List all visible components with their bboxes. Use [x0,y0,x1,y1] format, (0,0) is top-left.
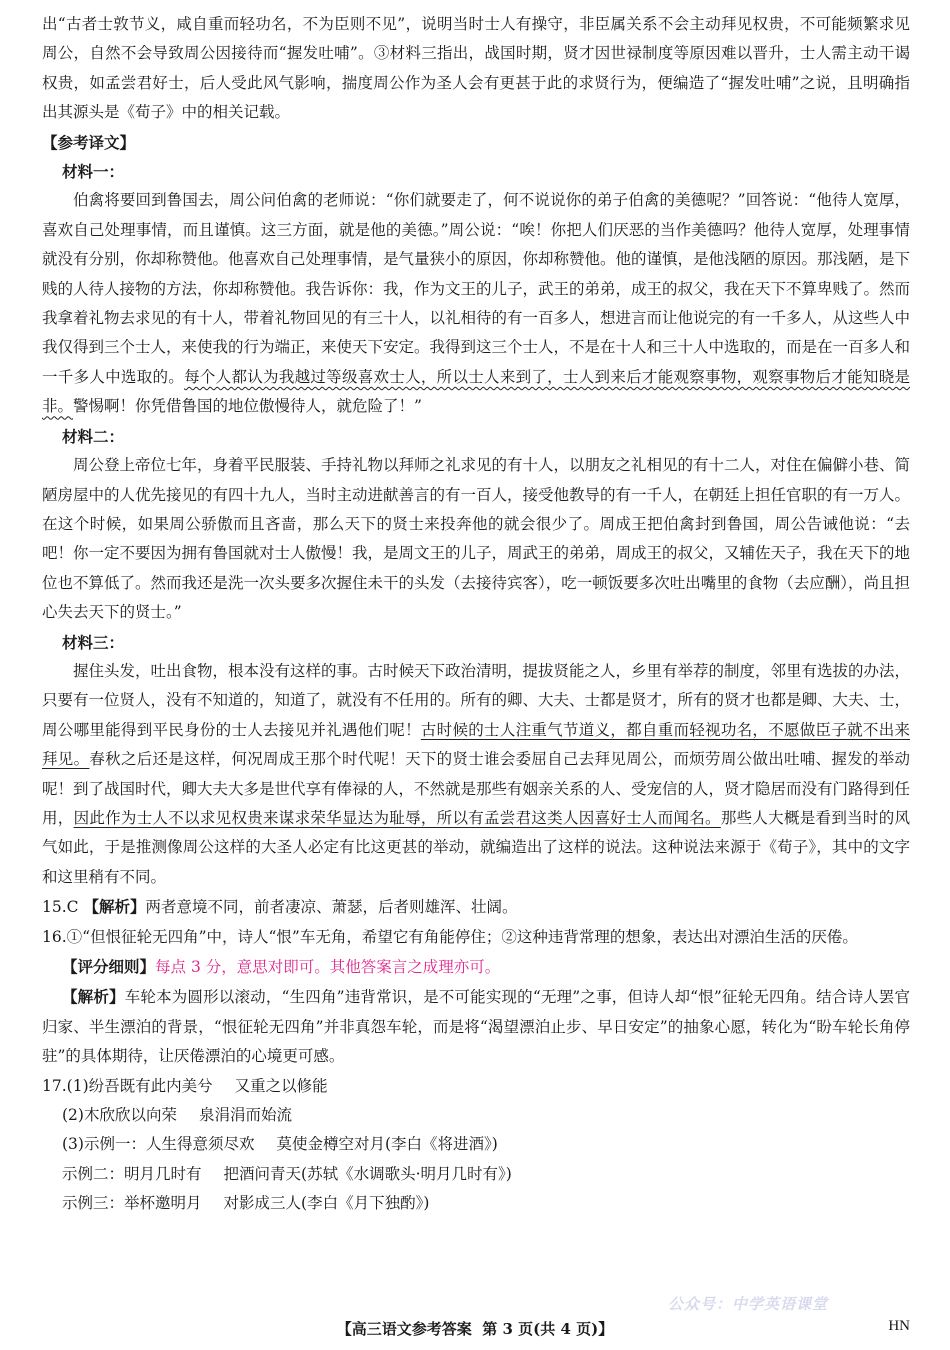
q17-line-5 [42,1189,910,1218]
material3-underline-a: 古时候的士人注重气节道义，都自重而轻视功名，不愿做臣子就不出来拜见。 [42,720,910,769]
q17-number: 17. [42,1076,67,1095]
q15-number: 15.C [42,898,79,917]
material1-heading: 材料一： [62,162,125,182]
q17-l5a: 示例三：举杯邀明月 [62,1194,202,1213]
material1-underlined: 每个人都认为我越过等级喜欢士人，所以士人来到了，士人到来后才能观察事物，观察事物后才能知晓是非。 [42,367,910,416]
material3-text-a: 握住头发，吐出食物，根本没有这样的事。古时候天下政治清明，提拔贤能之人，乡里有举荐的制度，邻里有选拔的办法，只要有一位贤人，没有不知道的，知道了，就没有不任用的。所有的卿、大夫、士都是贤才，所有的贤才也都是卿、大夫、士，周公哪里能得到平民身份的士人去接见并礼遇他们呢！ [42,661,911,739]
q17-l1a: (1)纷吾既有此内美兮 [66,1076,213,1095]
material3-underline-b: 因此作为士人不以求见权贵来谋求荣华显达为耻辱，所以有孟尝君这类人因喜好士人而闻名。 [73,808,721,827]
q17-line-1 [42,1072,910,1101]
q17-l3a: (3)示例一：人生得意须尽欢 [62,1135,255,1154]
watermark: 公众号：中学英语课堂 [668,1295,829,1313]
q17-line-3 [42,1130,910,1159]
q16-grading-tag: 【评分细则】 [62,957,156,976]
q17-l2b: 泉涓涓而始流 [198,1106,292,1125]
q15-text: 两者意境不同，前者凄凉、萧瑟，后者则雄浑、壮阔。 [145,898,518,917]
q16-number: 16. [42,927,67,946]
q16-answer: ①“但恨征轮无四角”中，诗人“恨”车无角，希望它有角能停住；②这种违背常理的想象，表达出对漂泊生活的厌倦。 [66,927,858,946]
footer-code: HN [888,1318,910,1334]
material3-text-c: 那些人大概是看到当时的风气如此，于是推测像周公这样的大圣人必定有比这更甚的举动，就编造出了这样的说法。这种说法来源于《荀子》，其中的文字和这里稍有不同。 [42,808,910,886]
q17-l3b: 莫使金樽空对月(李白《将进酒》) [276,1135,498,1154]
footer-title: 【高三语文参考答案 [336,1320,472,1338]
q17-line-4 [42,1160,910,1189]
q17-l4b: 把酒问青天(苏轼《水调歌头·明月几时有》) [223,1164,512,1183]
material1-text-after: 警惕啊！你凭借鲁国的地位傲慢待人，就危险了！” [73,397,422,416]
material2-text: 周公登上帝位七年，身着平民服装、手持礼物以拜师之礼求见的有十人，以朋友之礼相见的有十二人，对住在偏僻小巷、简陋房屋中的人优先接见的有四十九人，当时主动进献善言的有一百人，接受他教导的有一千人，在朝廷上担任官职的有一万人。在这个时候，如果周公骄傲而且吝啬，那么天下的贤士来投奔他的就会很少了。周成王把伯禽封到鲁国，周公告诫他说：“去吧！你一定不要因为拥有鲁国就对士人傲慢！我，是周文王的儿子，周武王的弟弟，周成王的叔父，又辅佐天子，我在天下的地位也不算低了。然而我还是洗一次头要多次握住未干的头发（去接待宾客），吃一顿饭要多次吐出嘴里的食物（去应酬），尚且担心失去天下的贤士。” [42,456,911,622]
q16-analysis-tag: 【解析】 [62,987,125,1007]
q17-l4a: 示例二：明月几时有 [62,1164,202,1183]
q16-grading [42,952,910,982]
q17-l2a: (2)木欣欣以向荣 [62,1106,177,1125]
q17-l5b: 对影成三人(李白《月下独酌》) [223,1194,430,1213]
question-15 [42,892,910,922]
translation-heading: 【参考译文】 [42,132,136,152]
intro-paragraph: 出“古者士敦节义，咸自重而轻功名，不为臣则不见”，说明当时士人有操守，非臣属关系不会主动拜见权贵，不可能频繁求见周公，自然不会导致周公因接待而“握发吐哺”。③材料三指出，战国时期，贤才因世禄制度等原因难以晋升，士人需主动干谒权贵，如孟尝君好士，后人受此风气影响，揣度周公作为圣人会有更甚于此的求贤行为，便编造了“握发吐哺”之说，且明确指出其源头是《荀子》中的相关记载。 [42,15,910,122]
footer-page: 第 3 页(共 4 页)】 [482,1320,614,1338]
answer-page [42,10,910,1219]
material3-text [42,657,910,892]
material3-heading: 材料三： [62,632,125,652]
page-footer [0,1318,950,1342]
material1-text-before: 伯禽将要回到鲁国去，周公问伯禽的老师说：“你们就要走了，何不说说你的弟子伯禽的美德呢？”回答说：“他待人宽厚，喜欢自己处理事情，而且谨慎。这三方面，就是他的美德。”周公说：“唉！你把人们厌恶的当作美德吗？他待人宽厚，处理事情就没有分别，你却称赞他。他喜欢自己处理事情，是气量狭小的原因，你却称赞他。他的谨慎，是他浅陋的原因。那浅陋，是下贱的人待人接物的方法，你却称赞他。我告诉你：我，作为文王的儿子，武王的弟弟，成王的叔父，我在天下不算卑贱了。然而我拿着礼物去求见的有十人，带着礼物回见的有三十人，以礼相待的有一百多人，想进言而让他说完的有一千多人，从这些人中我仅得到三个士人，来使我的行为端正，来使天下安定。我得到这三个士人，不是在十人和三十人中选取的，而是在一百多人和一千多人中选取的。 [42,191,911,386]
q16-analysis-text: 车轮本为圆形以滚动，“生四角”违背常识，是不可能实现的“无理”之事，但诗人却“恨”征轮无四角。结合诗人罢官归家、半生漂泊的背景，“恨征轮无四角”并非真怨车轮，而是将“渴望漂泊止步、早日安定”的抽象心愿，转化为“盼车轮长角停驻”的具体期待，让厌倦漂泊的心境更可感。 [42,988,910,1066]
q15-tag: 【解析】 [83,897,146,917]
question-16 [42,923,910,952]
material1-text [42,186,910,421]
material2-heading: 材料二： [62,426,125,446]
q17-line-2 [42,1101,910,1130]
material3-text-b: 春秋之后还是这样，何况周成王那个时代呢！天下的贤士谁会委屈自己去拜见周公，而烦劳周公做出吐哺、握发的举动呢！到了战国时代，卿大夫大多是世代享有俸禄的人，不然就是那些有姻亲关系的人、受宠信的人，贤才隐居而没有门路得到任用， [42,750,911,827]
q17-l1b: 又重之以修能 [234,1076,328,1095]
q16-analysis [42,982,910,1071]
q16-grading-text: 每点 3 分，意思对即可。其他答案言之成理亦可。 [155,958,501,976]
